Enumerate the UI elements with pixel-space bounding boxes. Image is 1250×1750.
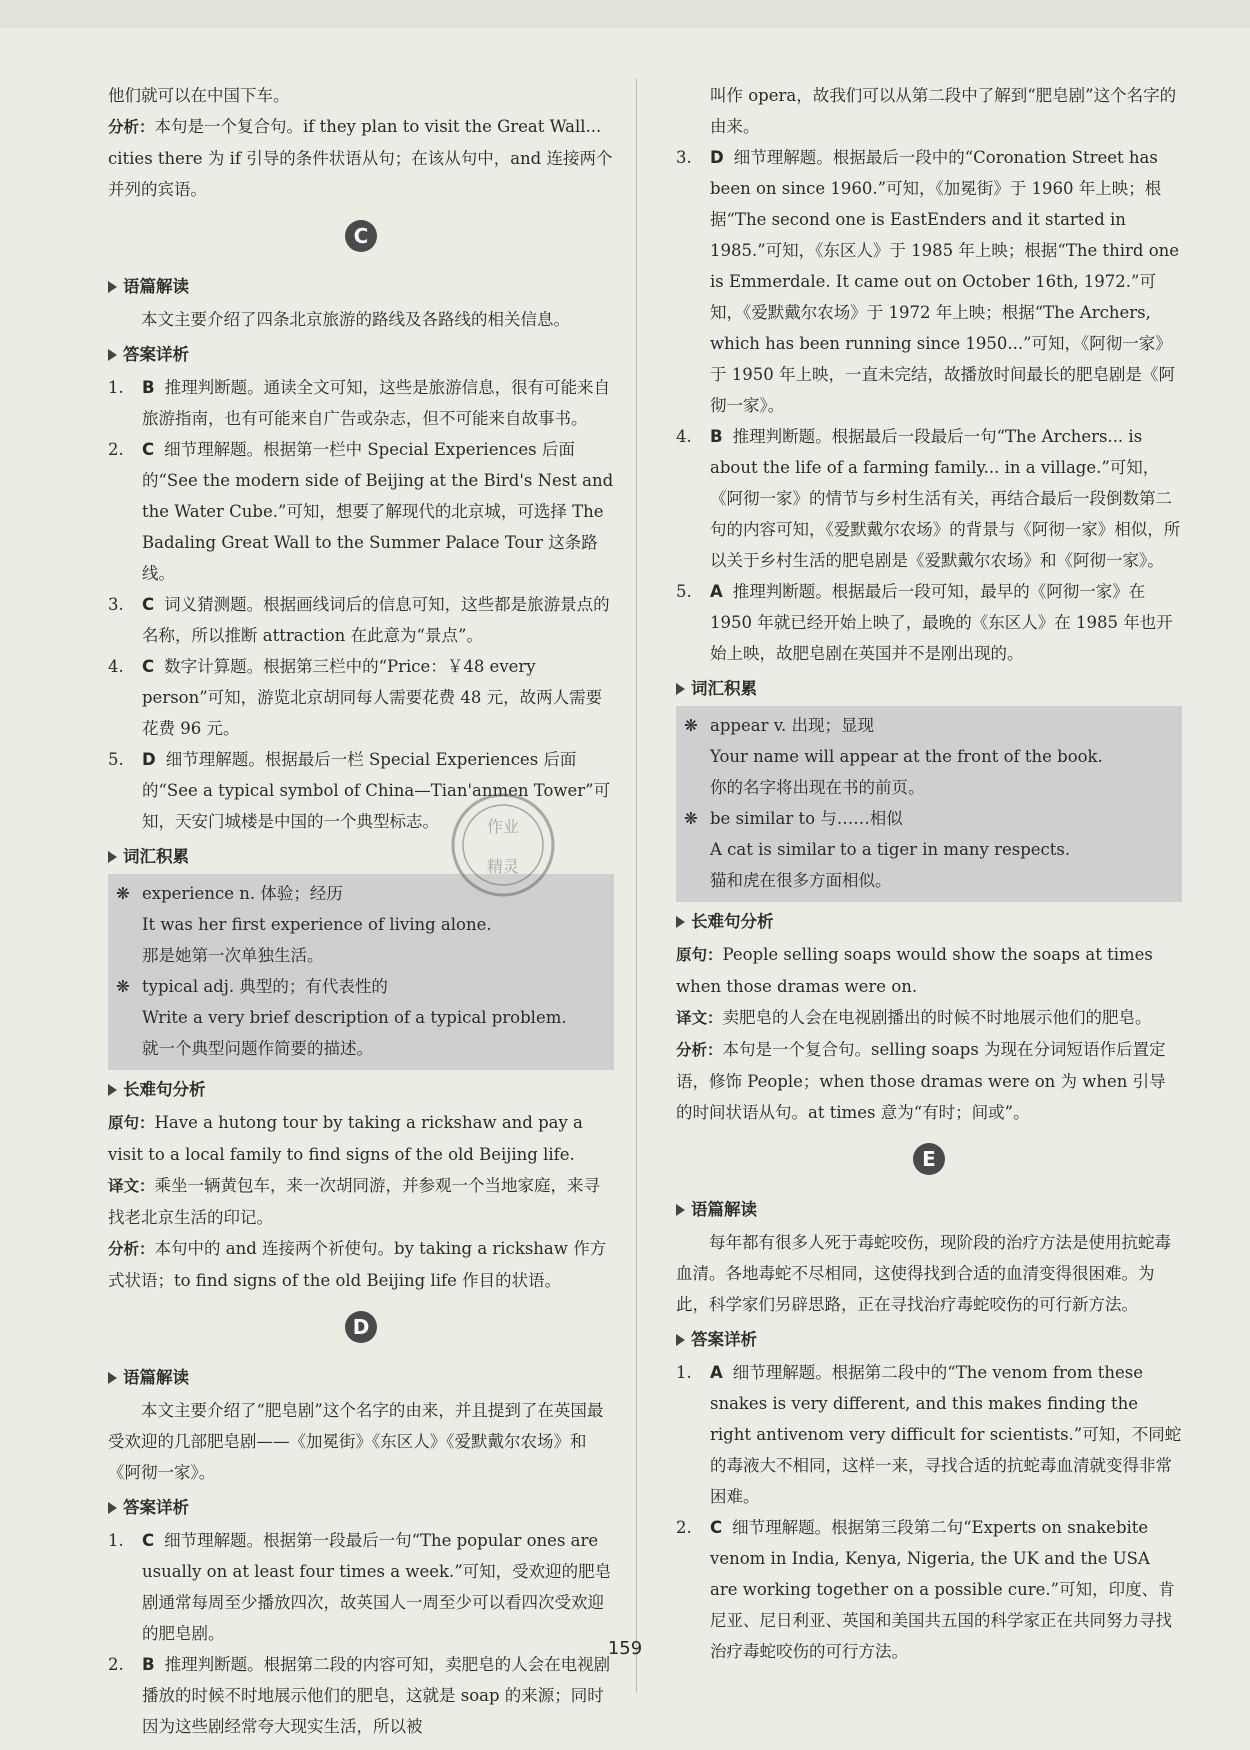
- answer-item: 2. B 推理判断题。根据第二段的内容可知，卖肥皂的人会在电视剧播放的时候不时地展示他们的肥皂，这就是 soap 的来源；同时因为这些剧经常夸大现实生活，所以被: [108, 1655, 611, 1736]
- section-heading: 词汇积累: [676, 673, 1182, 704]
- intro-analysis: 分析：本句是一个复合句。if they plan to visit the Great Wall... cities there 为 if 引导的条件状语从句；在该从句中，and 连接两个并列的宾语。: [108, 117, 613, 199]
- asterisk-icon: ❋: [116, 884, 130, 903]
- section-d-marker: [108, 1296, 614, 1358]
- answer-item: 1. B 推理判断题。通读全文可知，这些是旅游信息，很有可能来自旅游指南，也有可能来自广告或杂志，但不可能来自故事书。: [108, 378, 611, 428]
- vocab-box: [676, 706, 1182, 902]
- stamp-text-bottom: 精灵: [486, 857, 520, 876]
- section-heading: 语篇解读: [108, 1362, 614, 1393]
- answer-item: 3. C 词义猜测题。根据画线词后的信息可知，这些都是旅游景点的名称，所以推断 attraction 在此意为“景点”。: [108, 595, 610, 645]
- original-sentence: 原句：Have a hutong tour by taking a rickshaw and pay a visit to a local family to find signs of the old Beijing life.: [108, 1113, 583, 1164]
- vocab-box: [108, 874, 614, 1070]
- arrow-icon: [108, 281, 117, 293]
- answer-item: 3. D 细节理解题。根据最后一段中的“Coronation Street has been on since 1960.”可知，《加冕街》于 1960 年上映；根据“The second one is EastEnders and it started in 1985.”可知，《东区人》于 1985 年上映；根据“The third one is Emmerdale. It came out on October 16th, 1972.”可知，《爱默戴尔农场》于 1972 年上映；根据“The Archers, which has been running since 1950...”可知，《阿彻一家》于 1950 年上映，一直未完结，故播放时间最长的肥皂剧是《阿彻一家》。: [676, 148, 1180, 415]
- translation: 译文：乘坐一辆黄包车，来一次胡同游，并参观一个当地家庭，来寻找老北京生活的印记。: [108, 1176, 601, 1227]
- vocab-example-zh: 就一个典型问题作简要的描述。: [142, 1039, 373, 1058]
- section-heading: 答案详析: [108, 339, 614, 370]
- asterisk-icon: ❋: [684, 809, 698, 828]
- section-e-marker: [676, 1128, 1182, 1190]
- section-heading: 语篇解读: [676, 1194, 1182, 1225]
- vocab-term: ❋ experience n. 体验；经历: [116, 878, 604, 909]
- vocab-term: ❋ typical adj. 典型的；有代表性的: [116, 971, 604, 1002]
- section-c-marker: [108, 205, 614, 267]
- section-heading: 答案详析: [676, 1324, 1182, 1355]
- answer-item: 1. A 细节理解题。根据第二段中的“The venom from these snakes is very different, and this makes finding the right antivenom very difficult for scientists.”可知，不同蛇的毒液大不相同，这样一来，寻找合适的抗蛇毒血清就变得非常困难。: [676, 1363, 1182, 1506]
- original-sentence: 原句：People selling soaps would show the soaps at times when those dramas were on.: [676, 945, 1153, 996]
- section-heading: 词汇积累: [108, 841, 614, 872]
- sentence-analysis: 分析：本句中的 and 连接两个祈使句。by taking a rickshaw 作方式状语；to find signs of the old Beijing life 作目的状语。: [108, 1239, 607, 1290]
- translation: 译文：卖肥皂的人会在电视剧播出的时候不时地展示他们的肥皂。: [676, 1008, 1152, 1027]
- asterisk-icon: ❋: [116, 977, 130, 996]
- vocab-example-zh: 猫和虎在很多方面相似。: [710, 871, 892, 890]
- answer-item: 2. C 细节理解题。根据第三段第二句“Experts on snakebite venom in India, Kenya, Nigeria, the UK and the USA are working together on a possible cure.”可知，印度、肯尼亚、尼日利亚、英国和美国共五国的科学家正在共同努力寻找治疗毒蛇咬伤的可行方法。: [676, 1518, 1175, 1661]
- asterisk-icon: ❋: [684, 716, 698, 735]
- answer-item: 4. C 数字计算题。根据第三栏中的“Price：￥48 every person”可知，游览北京胡同每人需要花费 48 元，故两人需要花费 96 元。: [108, 657, 603, 738]
- vocab-term: ❋ be similar to 与……相似: [684, 803, 1172, 834]
- arrow-icon: [108, 349, 117, 361]
- vocab-example-en: A cat is similar to a tiger in many respects.: [710, 840, 1071, 859]
- section-heading: 长难句分析: [676, 906, 1182, 937]
- answer-item: 1. C 细节理解题。根据第一段最后一句“The popular ones are usually on at least four times a week.”可知，受欢迎的肥皂剧通常每周至少播放四次，故英国人一周至少可以看四次受欢迎的肥皂剧。: [108, 1531, 612, 1643]
- section-letter-badge: E: [913, 1143, 945, 1175]
- vocab-example-en: Your name will appear at the front of the book.: [710, 747, 1103, 766]
- arrow-icon: [108, 851, 117, 863]
- answer-item: 5. D 细节理解题。根据最后一栏 Special Experiences 后面的“See a typical symbol of China—Tian'anmen Tower”可知，天安门城楼是中国的一个典型标志。: [108, 750, 611, 831]
- watermark-stamp: [448, 790, 558, 900]
- arrow-icon: [676, 683, 685, 695]
- arrow-icon: [676, 916, 685, 928]
- vocab-example-zh: 你的名字将出现在书的前页。: [710, 778, 925, 797]
- vocab-example-en: It was her first experience of living alone.: [142, 915, 492, 934]
- reading-summary: 本文主要介绍了“肥皂剧”这个名字的由来，并且提到了在英国最受欢迎的几部肥皂剧——《加冕街》《东区人》《爱默戴尔农场》和《阿彻一家》。: [108, 1401, 604, 1482]
- continued-text: 叫作 opera，故我们可以从第二段中了解到“肥皂剧”这个名字的由来。: [710, 86, 1177, 136]
- answer-item: 2. C 细节理解题。根据第一栏中 Special Experiences 后面的“See the modern side of Beijing at the Bird's Nest and the Water Cube.”可知，想要了解现代的北京城，可选择 The Badaling Great Wall to the Summer Palace Tour 这条路线。: [108, 440, 614, 583]
- arrow-icon: [676, 1204, 685, 1216]
- vocab-term: ❋ appear v. 出现；显现: [684, 710, 1172, 741]
- stamp-text-top: 作业: [486, 817, 520, 836]
- page-number: 159: [607, 1638, 643, 1659]
- section-letter-badge: C: [345, 220, 377, 252]
- vocab-example-zh: 那是她第一次单独生活。: [142, 946, 324, 965]
- section-heading: 长难句分析: [108, 1074, 614, 1105]
- sentence-analysis: 分析：本句是一个复合句。selling soaps 为现在分词短语作后置定语，修饰 People；when those dramas were on 为 when 引导的时间状语从句。at times 意为“有时；间或”。: [676, 1040, 1166, 1122]
- column-divider: [636, 78, 637, 1693]
- reading-summary: 本文主要介绍了四条北京旅游的路线及各路线的相关信息。: [141, 310, 570, 329]
- answer-item: 5. A 推理判断题。根据最后一段可知，最早的《阿彻一家》在 1950 年就已经开始上映了，最晚的《东区人》在 1985 年也开始上映，故肥皂剧在英国并不是刚出现的。: [676, 582, 1173, 663]
- left-column: [108, 80, 614, 1742]
- intro-line: 他们就可以在中国下车。: [108, 86, 290, 105]
- vocab-example-en: Write a very brief description of a typical problem.: [142, 1008, 567, 1027]
- answer-item: 4. B 推理判断题。根据最后一段最后一句“The Archers... is about the life of a farming family... in a village.”可知，《阿彻一家》的情节与乡村生活有关，再结合最后一段倒数第二句的内容可知，《爱默戴尔农场》的背景与《阿彻一家》相似，所以关于乡村生活的肥皂剧是《爱默戴尔农场》和《阿彻一家》。: [676, 427, 1181, 570]
- right-column: [676, 80, 1182, 1667]
- reading-summary: 每年都有很多人死于毒蛇咬伤，现阶段的治疗方法是使用抗蛇毒血清。各地毒蛇不尽相同，这使得找到合适的血清变得很困难。为此，科学家们另辟思路，正在寻找治疗毒蛇咬伤的可行新方法。: [676, 1233, 1171, 1314]
- arrow-icon: [676, 1334, 685, 1346]
- answer-list: [108, 372, 614, 837]
- section-heading: 答案详析: [108, 1492, 614, 1523]
- section-letter-badge: D: [345, 1311, 377, 1343]
- scan-top-band: [0, 0, 1250, 28]
- arrow-icon: [108, 1372, 117, 1384]
- arrow-icon: [108, 1084, 117, 1096]
- arrow-icon: [108, 1502, 117, 1514]
- section-heading: 语篇解读: [108, 271, 614, 302]
